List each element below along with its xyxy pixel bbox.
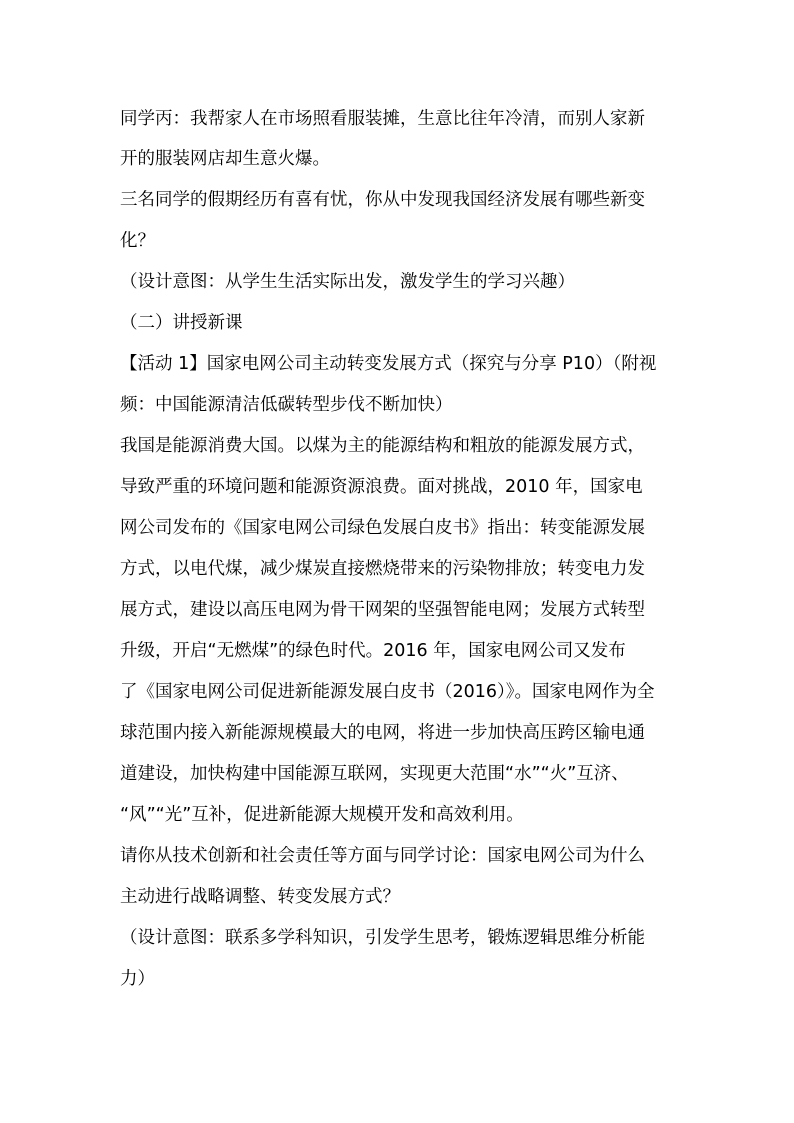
text-line: 三名同学的假期经历有喜有忧，你从中发现我国经济发展有哪些新变 — [120, 190, 645, 210]
text-line: 同学丙：我帮家人在市场照看服装摊，生意比往年冷清，而别人家新 — [120, 109, 645, 129]
section-heading: （二）讲授新课 — [120, 313, 243, 333]
text-line: 网公司发布的《国家电网公司绿色发展白皮书》指出：转变能源发展 — [120, 518, 645, 538]
text-line: 请你从技术创新和社会责任等方面与同学讨论：国家电网公司为什么 — [120, 846, 645, 866]
text-line: 化？ — [120, 231, 155, 251]
text-line: 升级，开启“无燃煤”的绿色时代。2016 年，国家电网公司又发布 — [120, 641, 626, 661]
text-line: 展方式，建设以高压电网为骨干网架的坚强智能电网；发展方式转型 — [120, 600, 645, 620]
text-line: 导致严重的环境问题和能源资源浪费。面对挑战，2010 年，国家电 — [120, 477, 643, 497]
text-line: 力） — [120, 969, 155, 989]
text-line: 球范围内接入新能源规模最大的电网，将进一步加快高压跨区输电通 — [120, 723, 645, 743]
design-intent-note: （设计意图：从学生生活实际出发，激发学生的学习兴趣） — [120, 272, 575, 292]
text-line: “风”“光”互补，促进新能源大规模开发和高效利用。 — [120, 805, 524, 825]
design-intent-note: （设计意图：联系多学科知识，引发学生思考，锻炼逻辑思维分析能 — [120, 928, 645, 948]
text-line: 我国是能源消费大国。以煤为主的能源结构和粗放的能源发展方式， — [120, 436, 645, 456]
text-line: 频：中国能源清洁低碳转型步伐不断加快） — [120, 395, 453, 415]
text-line: 了《国家电网公司促进新能源发展白皮书（2016）》。国家电网作为全 — [120, 682, 655, 702]
text-line: 方式，以电代煤，减少煤炭直接燃烧带来的污染物排放；转变电力发 — [120, 559, 645, 579]
activity-title: 【活动 1】国家电网公司主动转变发展方式（探究与分享 P10）（附视 — [120, 354, 657, 374]
text-line: 开的服装网店却生意火爆。 — [120, 149, 330, 169]
text-line: 道建设，加快构建中国能源互联网，实现更大范围“水”“火”互济、 — [120, 764, 629, 784]
text-line: 主动进行战略调整、转变发展方式？ — [120, 887, 400, 907]
